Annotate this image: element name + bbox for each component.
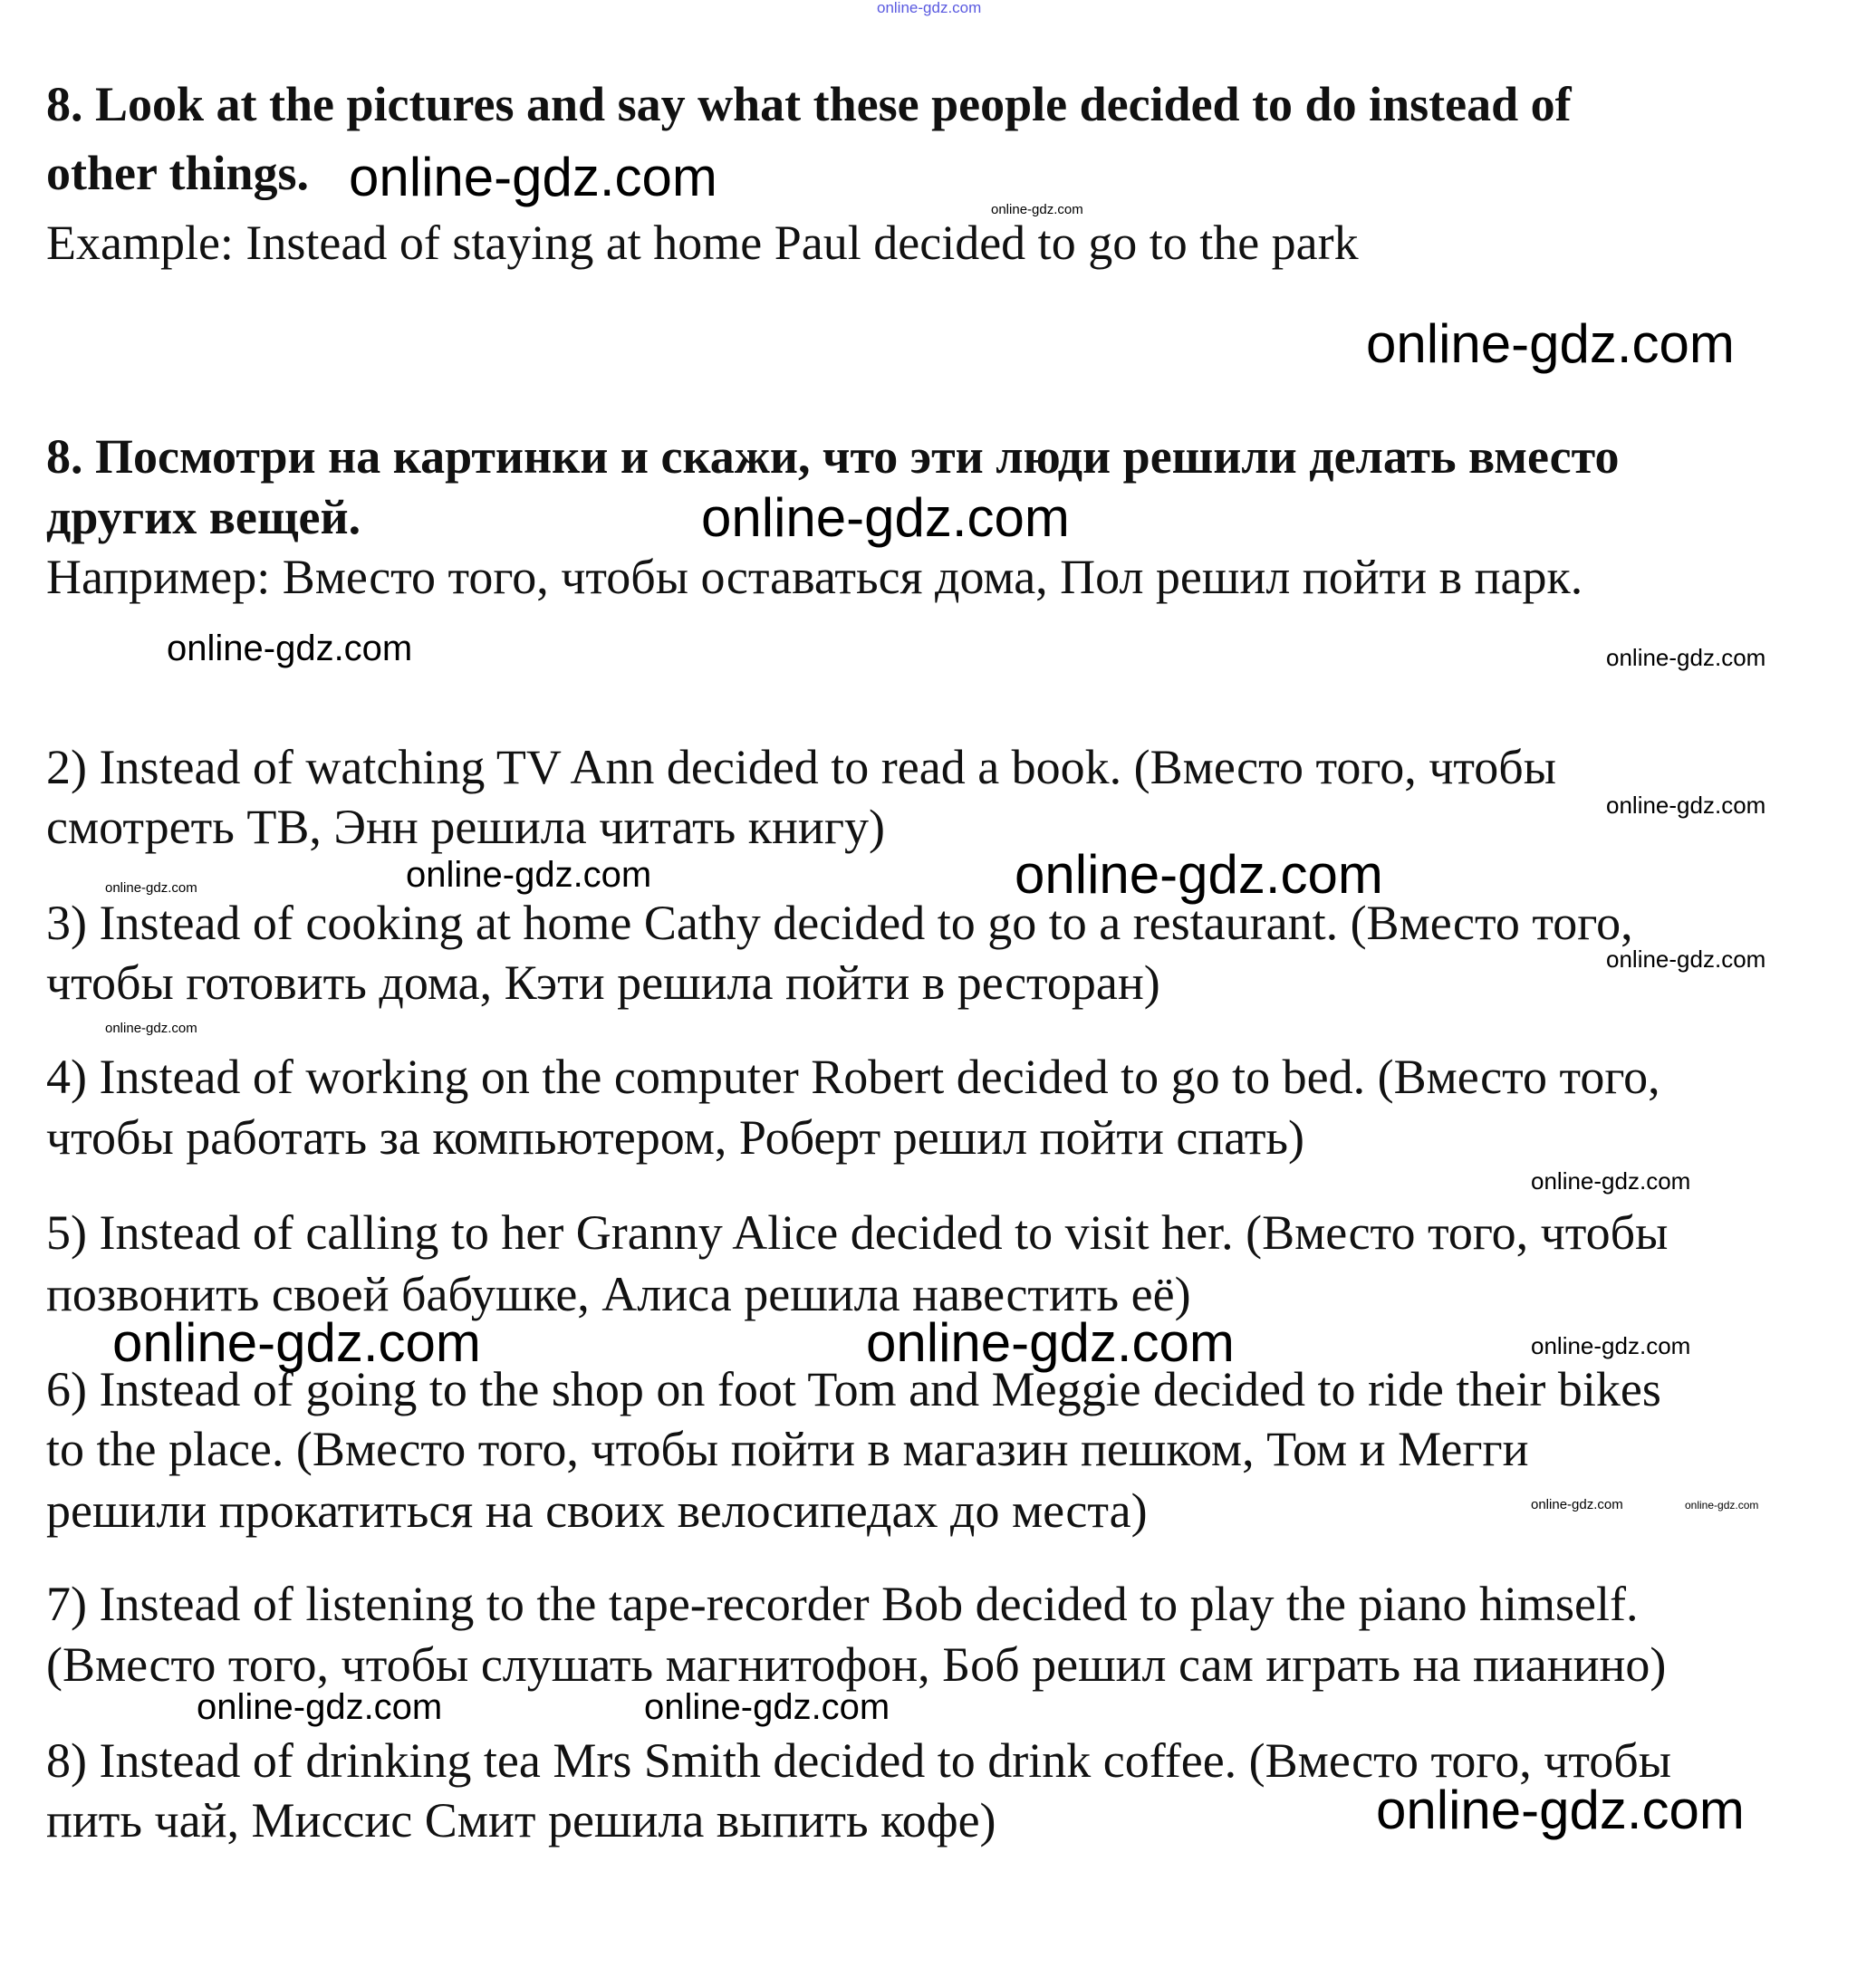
example-en: Example: Instead of staying at home Paul decided to go to the park [46, 216, 1359, 270]
answer-line: чтобы работать за компьютером, Роберт решил пойти спать) [46, 1110, 1305, 1165]
watermark: online-gdz.com [1606, 792, 1766, 819]
header-watermark: online-gdz.com [877, 0, 982, 16]
answer-line: to the place. (Вместо того, чтобы пойти в магазин пешком, Том и Мегги [46, 1422, 1529, 1476]
answer-line: 5) Instead of calling to her Granny Alice decided to visit her. (Вместо того, чтобы [46, 1205, 1669, 1260]
example-ru: Например: Вместо того, чтобы оставаться дома, Пол решил пойти в парк. [46, 550, 1583, 604]
watermark: online-gdz.com [991, 202, 1083, 217]
answer-line: 6) Instead of going to the shop on foot Tom and Meggie decided to ride their bikes [46, 1362, 1661, 1416]
watermark: online-gdz.com [1531, 1167, 1691, 1195]
answer-line: 3) Instead of cooking at home Cathy decided to go to a restaurant. (Вместо того, [46, 896, 1633, 950]
watermark: online-gdz.com [701, 487, 1070, 548]
watermark: online-gdz.com [1606, 945, 1766, 973]
answer-line: чтобы готовить дома, Кэти решила пойти в ресторан) [46, 955, 1160, 1010]
watermark: online-gdz.com [1376, 1780, 1745, 1840]
watermark: online-gdz.com [1531, 1497, 1623, 1512]
watermark: online-gdz.com [644, 1687, 890, 1727]
watermark: online-gdz.com [1685, 1499, 1759, 1512]
answer-line: 7) Instead of listening to the tape-recorder Bob decided to play the piano himself. [46, 1577, 1639, 1631]
answer-line: 4) Instead of working on the computer Robert decided to go to bed. (Вместо того, [46, 1050, 1660, 1104]
answer-line: 2) Instead of watching TV Ann decided to read a book. (Вместо того, чтобы [46, 740, 1557, 794]
watermark: online-gdz.com [1015, 844, 1383, 905]
title-line: 8. Посмотри на картинки и скажи, что эти люди решили делать вместо [46, 429, 1620, 484]
answer-line: позвонить своей бабушке, Алиса решила навестить её) [46, 1267, 1191, 1321]
watermark: online-gdz.com [105, 880, 197, 896]
watermark: online-gdz.com [349, 147, 717, 207]
watermark: online-gdz.com [167, 629, 413, 668]
watermark: online-gdz.com [866, 1312, 1235, 1373]
watermark: online-gdz.com [1366, 313, 1735, 374]
answer-line: решили прокатиться на своих велосипедах до места) [46, 1483, 1148, 1538]
watermark: online-gdz.com [1606, 644, 1766, 671]
watermark: online-gdz.com [1531, 1332, 1691, 1359]
watermark: online-gdz.com [406, 855, 652, 895]
watermark: online-gdz.com [112, 1312, 481, 1373]
title-line: других вещей. [46, 490, 361, 544]
answer-line: 8) Instead of drinking tea Mrs Smith decided to drink coffee. (Вместо того, чтобы [46, 1733, 1671, 1788]
watermark: online-gdz.com [105, 1021, 197, 1036]
answer-line: пить чай, Миссис Смит решила выпить кофе) [46, 1793, 996, 1847]
title-line: other things. [46, 146, 310, 200]
title-line: 8. Look at the pictures and say what these people decided to do instead of [46, 77, 1572, 131]
answer-line: (Вместо того, чтобы слушать магнитофон, Боб решил сам играть на пианино) [46, 1637, 1667, 1692]
watermark: online-gdz.com [197, 1687, 443, 1727]
answer-line: смотреть ТВ, Энн решила читать книгу) [46, 800, 885, 854]
